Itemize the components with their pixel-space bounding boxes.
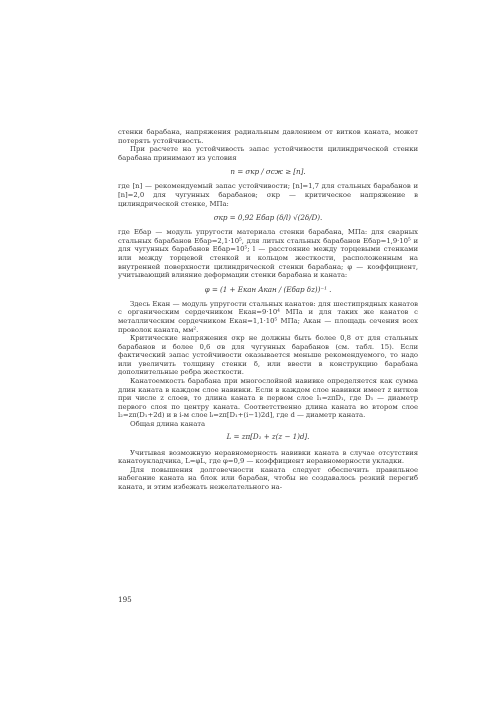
formula-total-length: L = zπ[D₁ + z(z − 1)d]. [226,431,310,441]
page-number: 195 [118,595,132,604]
paragraph: Общая длина каната [130,420,206,429]
paragraph: Канатоемкость барабана при многослойной навивке определяется как сумма длин каната в каждом слое навивки. Если в каждом слое навивки имеет z витков при числе z слоев, то длина каната в первом слое l₁=zπD₁, где D₁ — диаметр первого слоя по центру каната. Соответственно длина каната во втором слое l₂=zπ(D₁+2d) и в i-м слое lᵢ=zπ[D₁+(i−1)2d], где d — диаметр каната. [118,377,418,420]
paragraph: Учитывая возможную неравномерность навивки каната в случае отсутствия канатоукладчика, L=φL, где φ=0,9 — коэффициент неравномерности укладки. [118,448,418,466]
paragraph: стенки барабана, напряжения радиальным давлением от витков каната, может потерять устойчивость. [118,128,418,145]
paragraph: При расчете на устойчивость запас устойчивости цилиндрической стенки барабана принимают из условия [118,145,418,162]
formula-phi: φ = (1 + Eкан Aкан / (Eбар δz))⁻¹ . [204,284,332,294]
paragraph: где [n] — рекомендуемый запас устойчивости; [n]=1,7 для стальных барабанов и [n]=2,0 для чугунных барабанов; σкр — критическое напряжение в цилиндрической стенке, МПа: [118,182,418,208]
formula-critical-stress: σкр = 0,92 Eбар (δ/l) √(2δ/D). [213,213,323,223]
paragraph: Здесь Eкан — модуль упругости стальных канатов: для шестипрядных канатов с органическим сердечником Eкан=9·10⁴ МПа и для таких же канатов с металлическим сердечником Eкан=1,1·10⁵ МПа; Aкан — площадь сечения всех проволок каната, мм². [118,299,418,334]
paragraph: где Eбар — модуль упругости материала стенки барабана, МПа: для сварных стальных барабанов Eбар=2,1·10⁵, для литых стальных барабанов Eбар=1,9·10⁵ и для чугунных барабанов Eбар=10⁵; l — расстояние между торцевыми стенками или между торцевой стенкой и кольцом жесткости, расположенным на внутренней поверхности цилиндрической стенки барабана; φ — коэффициент, учитывающий влияние деформации стенки барабана и каната: [118,228,418,280]
paragraph: Для повышения долговечности каната следует обеспечить правильное набегание каната на блок или барабан, чтобы не создавалось резкий перегиб каната, и этим избежать нежелательного на- [118,465,418,491]
document-page [118,128,418,492]
formula-stability-margin: n = σкр / σсж ≥ [n]. [230,167,306,177]
paragraph: Критические напряжения σкр не должны быть более 0,8 σт для стальных барабанов и более 0,6 σв для чугунных барабанов (см. табл. 15). Если фактический запас устойчивости оказывается меньше рекомендуемого, то надо или увеличить толщину стенки δ, или ввести в конструкцию барабана дополнительные ребра жесткости. [118,334,418,377]
